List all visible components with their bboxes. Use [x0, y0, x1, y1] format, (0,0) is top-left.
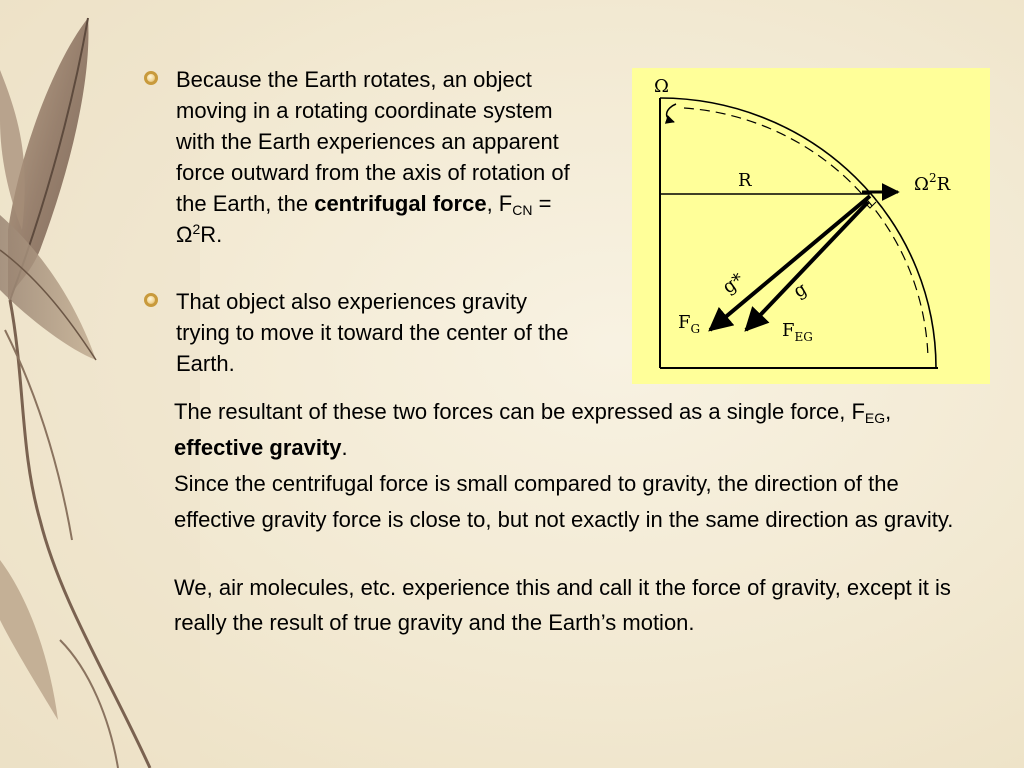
bullet-text: [144, 64, 584, 250]
gravity-arrow: [710, 196, 870, 330]
bullet-text-part: , F: [486, 191, 513, 216]
diagram-svg: [632, 68, 990, 384]
fg-label-base: F: [678, 312, 691, 333]
bullet-icon: [144, 71, 158, 85]
g-label: g: [790, 278, 811, 303]
bullet-text-part: Because the Earth rotates, an object moving in a rotating coordinate system with the Earth experiences an apparent force outward from the axis of rotation of the Earth, the: [176, 67, 570, 216]
term-centrifugal-force: centrifugal force: [314, 191, 487, 216]
effective-gravity-arrow: [746, 202, 868, 330]
bullet-text-part: R.: [200, 222, 223, 247]
radius-label: R: [738, 170, 752, 191]
subscript-cn: CN: [512, 202, 533, 218]
feg-label: [782, 320, 813, 344]
para-text-part: The resultant of these two forces can be expressed as a single force, F: [174, 399, 865, 424]
omega-label: Ω: [654, 76, 669, 97]
bullet-text: That object also experiences gravity trying to move it toward the center of the Earth.: [176, 289, 569, 376]
earth-surface-arc: [660, 98, 936, 368]
centrifugal-label-sup: 2: [928, 171, 937, 185]
centrifugal-label-base: Ω: [914, 174, 929, 195]
paragraph-air-molecules: We, air molecules, etc. experience this and call it the force of gravity, except it is really the result of true gravity and the Earth’s motion.: [174, 575, 951, 635]
para-text-part: .: [341, 435, 348, 460]
fg-label-sub: G: [690, 322, 701, 336]
superscript-2: 2: [192, 221, 201, 237]
bullet-text-part: = Ω: [176, 191, 552, 247]
paragraph-centrifugal-small: Since the centrifugal force is small compared to gravity, the direction of the effective gravity force is close to, but not exactly in the same direction as gravity.: [174, 471, 954, 532]
paragraph-resultant: [174, 394, 954, 466]
feg-label-base: F: [782, 320, 795, 341]
rotation-arrow-icon: [667, 104, 676, 122]
effective-gravity-diagram: [632, 68, 990, 384]
term-effective-gravity: effective gravity: [174, 435, 342, 460]
bullet-item-gravity: [144, 286, 584, 379]
para-text-part: ,: [885, 399, 892, 424]
centrifugal-label-end: R: [936, 174, 951, 195]
bullet-icon: [144, 293, 158, 307]
subscript-eg: EG: [864, 410, 886, 426]
bullet-item-centrifugal: [144, 64, 584, 250]
fg-label: [678, 312, 700, 336]
centrifugal-label: [914, 171, 951, 195]
g-star-label: g*: [718, 269, 748, 299]
feg-label-sub: EG: [794, 330, 813, 344]
